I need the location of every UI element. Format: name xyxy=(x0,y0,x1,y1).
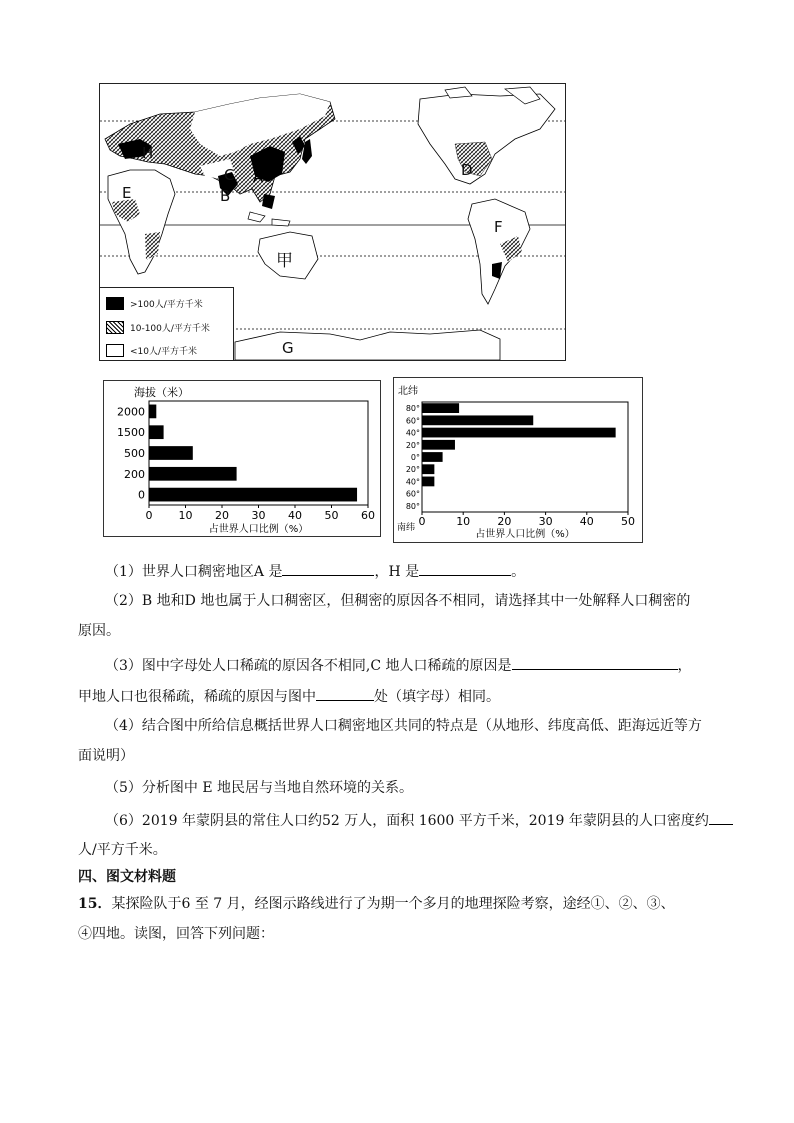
map-label-g: G xyxy=(282,339,294,357)
map-label-a: A xyxy=(253,168,264,186)
legend-item-medium xyxy=(106,321,210,334)
altitude-category-label: 500 xyxy=(124,447,145,460)
altitude-y-title: 海拔（米） xyxy=(134,386,189,399)
question-5: （5）分析图中 E 地民居与当地自然环境的关系。 xyxy=(105,780,414,796)
map-label-jia: 甲 xyxy=(276,251,293,271)
map-legend xyxy=(100,287,234,361)
q3-text-c: 甲地人口也很稀疏，稀疏的原因与图中 xyxy=(78,689,316,705)
latitude-category-label: 0° xyxy=(410,453,420,462)
altitude-bar xyxy=(149,405,156,419)
legend-text-medium: 10-100人/平方千米 xyxy=(130,324,210,334)
latitude-x-title: 占世界人口比例（%） xyxy=(475,529,575,540)
latitude-x-tick-label: 10 xyxy=(456,515,471,528)
legend-swatch-dense xyxy=(106,297,124,310)
question-4-line2: 面说明） xyxy=(78,748,134,764)
q3-text-d: 处（填字母）相同。 xyxy=(374,689,500,705)
latitude-x-tick-label: 40 xyxy=(579,515,594,528)
world-population-map xyxy=(99,83,566,361)
altitude-chart xyxy=(103,380,381,537)
map-label-d: D xyxy=(461,161,473,179)
altitude-bar xyxy=(149,488,357,502)
altitude-x-tick-label: 40 xyxy=(288,509,302,522)
altitude-x-tick-label: 20 xyxy=(215,509,229,522)
altitude-chart-svg xyxy=(104,381,380,536)
altitude-x-title: 占世界人口比例（%） xyxy=(208,524,309,535)
legend-swatch-sparse xyxy=(106,344,124,357)
q1-text-b: ，H 是 xyxy=(374,564,420,580)
latitude-category-label: 60° xyxy=(405,489,420,499)
question-3-line2 xyxy=(78,686,500,707)
q3-text-a: （3）图中字母处人口稀疏的原因各不相同,C 地人口稀疏的原因是 xyxy=(105,658,512,674)
latitude-bar xyxy=(422,440,455,450)
altitude-bar xyxy=(149,425,164,439)
altitude-x-tick-label: 30 xyxy=(251,509,266,522)
q1-text-c: 。 xyxy=(511,564,526,580)
latitude-bar xyxy=(422,415,533,425)
altitude-category-label: 0 xyxy=(138,488,145,502)
altitude-bar xyxy=(149,446,193,460)
q3-answer-c-blank[interactable] xyxy=(512,655,678,670)
latitude-category-label: 60° xyxy=(405,416,420,426)
question-2-line1: （2）B 地和D 地也属于人口稠密区，但稠密的原因各不相同，请选择其中一处解释人口稠密的 xyxy=(105,593,691,609)
altitude-category-label: 200 xyxy=(124,467,145,481)
latitude-x-tick-label: 30 xyxy=(538,515,553,528)
altitude-category-label: 1500 xyxy=(117,426,145,440)
question-4-line1: （4）结合图中所给信息概括世界人口稠密地区共同的特点是（从地形、纬度高低、距海远近等方 xyxy=(105,718,702,734)
question-15-line2: ④四地。读图，回答下列问题： xyxy=(78,926,274,942)
altitude-x-tick-label: 10 xyxy=(178,509,193,522)
legend-item-dense xyxy=(106,297,203,310)
latitude-y-title-south: 南纬 xyxy=(397,523,416,533)
question-15-line1 xyxy=(78,894,675,914)
latitude-chart-svg xyxy=(394,378,642,542)
section-title: 四、图文材料题 xyxy=(78,869,176,885)
latitude-bar xyxy=(422,452,443,462)
q1-answer-a-blank[interactable] xyxy=(282,561,374,576)
q1-text-a: （1）世界人口稠密地区A 是 xyxy=(105,564,283,580)
latitude-bar xyxy=(422,403,459,413)
question-3-line1 xyxy=(105,655,692,676)
latitude-category-label: 80° xyxy=(405,404,420,414)
latitude-chart xyxy=(393,377,643,543)
q6-answer-blank[interactable] xyxy=(709,810,733,825)
latitude-category-label: 80° xyxy=(405,501,420,511)
latitude-x-tick-label: 0 xyxy=(418,515,426,528)
altitude-x-tick-label: 60 xyxy=(361,509,375,522)
question-1 xyxy=(105,561,525,582)
question-2-line2: 原因。 xyxy=(78,623,120,639)
legend-item-sparse xyxy=(106,344,197,357)
map-label-f: F xyxy=(494,218,503,236)
map-label-b: B xyxy=(220,187,231,205)
map-label-e: E xyxy=(122,184,132,202)
altitude-x-tick-label: 0 xyxy=(145,509,153,522)
legend-text-sparse: <10人/平方千米 xyxy=(130,347,198,357)
question-6-line1 xyxy=(105,810,733,831)
latitude-x-tick-label: 50 xyxy=(621,515,635,528)
latitude-y-title-north: 北纬 xyxy=(398,386,418,397)
q6-text-a: （6）2019 年蒙阴县的常住人口约52 万人，面积 1600 平方千米，2019 年蒙阴县的人口密度约 xyxy=(105,813,709,829)
altitude-bar xyxy=(149,467,237,481)
map-label-c: C xyxy=(224,166,235,184)
legend-swatch-medium xyxy=(106,321,124,334)
q15-number: 15． xyxy=(78,896,112,912)
latitude-bar xyxy=(422,477,434,487)
legend-text-dense: >100人/平方千米 xyxy=(130,300,203,310)
latitude-x-tick-label: 20 xyxy=(497,515,512,528)
latitude-bar xyxy=(422,428,616,438)
question-6-line2: 人/平方千米。 xyxy=(78,842,167,858)
latitude-category-label: 20° xyxy=(405,440,420,450)
q3-text-b: ， xyxy=(677,658,692,674)
latitude-category-label: 40° xyxy=(405,477,420,487)
latitude-category-label: 20° xyxy=(405,465,420,475)
map-label-h: H xyxy=(142,144,154,162)
latitude-bar xyxy=(422,464,434,474)
q3-answer-letter-blank[interactable] xyxy=(316,686,374,701)
latitude-category-label: 40° xyxy=(405,428,420,438)
altitude-category-label: 2000 xyxy=(117,405,145,419)
q15-text-line1: 某探险队于6 至 7 月，经图示路线进行了为期一个多月的地理探险考察，途经①、②、③、 xyxy=(111,896,675,912)
q1-answer-h-blank[interactable] xyxy=(419,561,511,576)
altitude-x-tick-label: 50 xyxy=(324,509,339,522)
